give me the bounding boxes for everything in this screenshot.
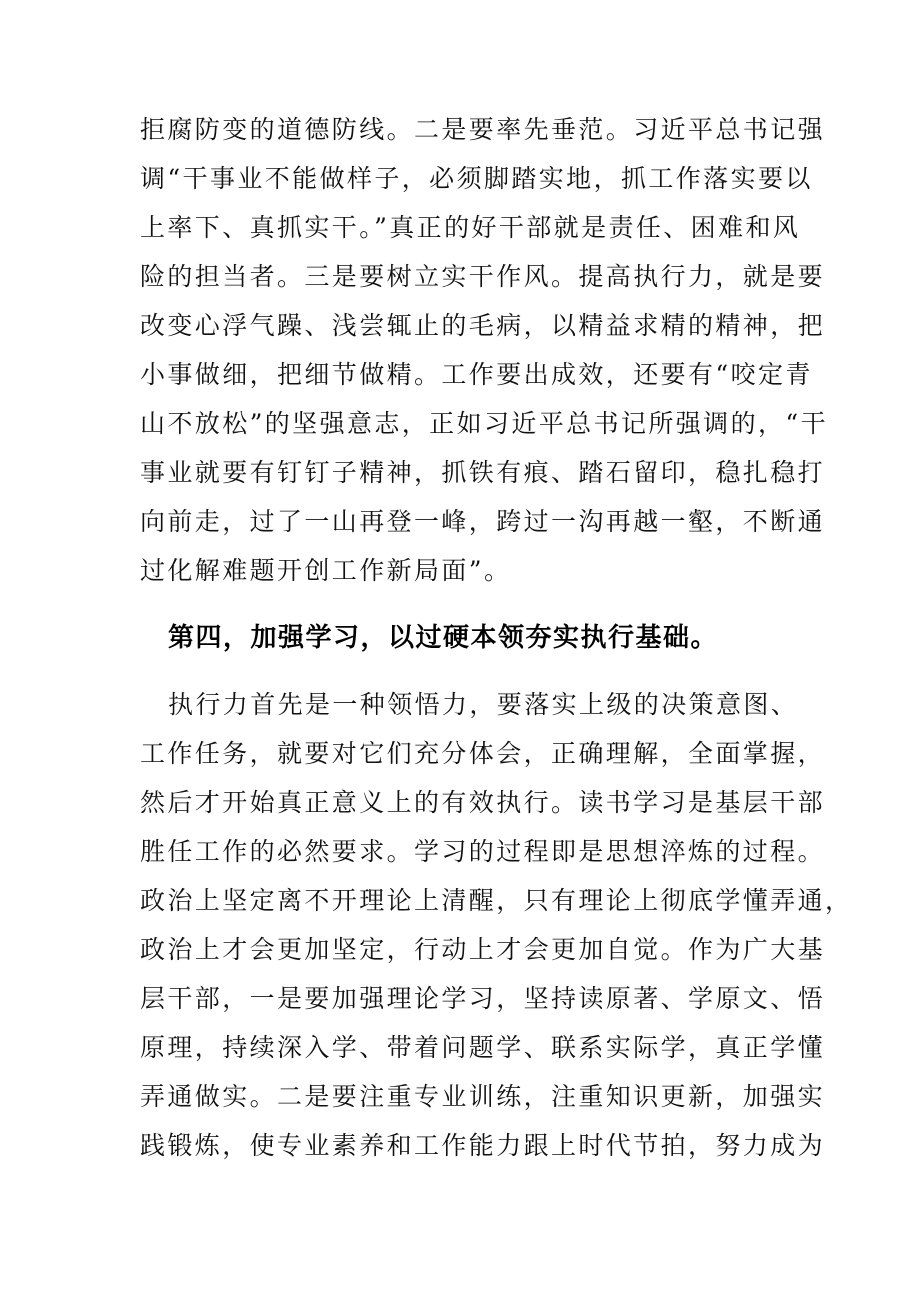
paragraph-2-line-1: 执行力首先是一种领悟力，要落实上级的决策意图、 [168, 690, 799, 719]
paragraph-2-line-8: 原理，持续深入学、带着问题学、联系实际学，真正学懂 [140, 1033, 826, 1062]
paragraph-1-line-1: 拒腐防变的道德防线。二是要率先垂范。习近平总书记强 [140, 115, 826, 144]
paragraph-2-line-5: 政治上坚定离不开理论上清醒，只有理论上彻底学懂弄通， [140, 886, 853, 915]
paragraph-2-line-3: 然后才开始真正意义上的有效执行。读书学习是基层干部 [140, 788, 826, 817]
paragraph-2-line-2: 工作任务，就要对它们充分体会，正确理解，全面掌握， [140, 739, 826, 768]
paragraph-2-line-10: 践锻炼，使专业素养和工作能力跟上时代节拍，努力成为 [140, 1131, 826, 1160]
paragraph-2-line-9: 弄通做实。二是要注重专业训练，注重知识更新，加强实 [140, 1082, 826, 1111]
paragraph-1-line-3: 上率下、真抓实干。”真正的好干部就是责任、困难和风 [140, 213, 801, 242]
paragraph-1-line-4: 险的担当者。三是要树立实干作风。提高执行力，就是要 [140, 262, 826, 291]
paragraph-1-line-7: 山不放松”的坚强意志，正如习近平总书记所强调的，“干 [140, 409, 828, 438]
paragraph-1-line-10: 过化解难题开创工作新局面”。 [140, 556, 512, 585]
paragraph-2-line-7: 层干部，一是要加强理论学习，坚持读原著、学原文、悟 [140, 984, 826, 1013]
paragraph-1-line-6: 小事做细，把细节做精。工作要出成效，还要有“咬定青 [140, 360, 813, 389]
paragraph-1-line-2: 调“干事业不能做样子，必须脚踏实地，抓工作落实要以 [140, 164, 813, 193]
paragraph-2-line-6: 政治上才会更加坚定，行动上才会更加自觉。作为广大基 [140, 935, 826, 964]
paragraph-1-line-5: 改变心浮气躁、浅尝辄止的毛病，以精益求精的精神，把 [140, 311, 826, 340]
paragraph-1-line-9: 向前走，过了一山再登一峰，跨过一沟再越一壑，不断通 [140, 507, 826, 536]
paragraph-2-line-4: 胜任工作的必然要求。学习的过程即是思想淬炼的过程。 [140, 837, 826, 866]
section-heading-4: 第四，加强学习，以过硬本领夯实执行基础。 [168, 623, 719, 653]
paragraph-1-line-8: 事业就要有钉钉子精神，抓铁有痕、踏石留印，稳扎稳打 [140, 458, 826, 487]
